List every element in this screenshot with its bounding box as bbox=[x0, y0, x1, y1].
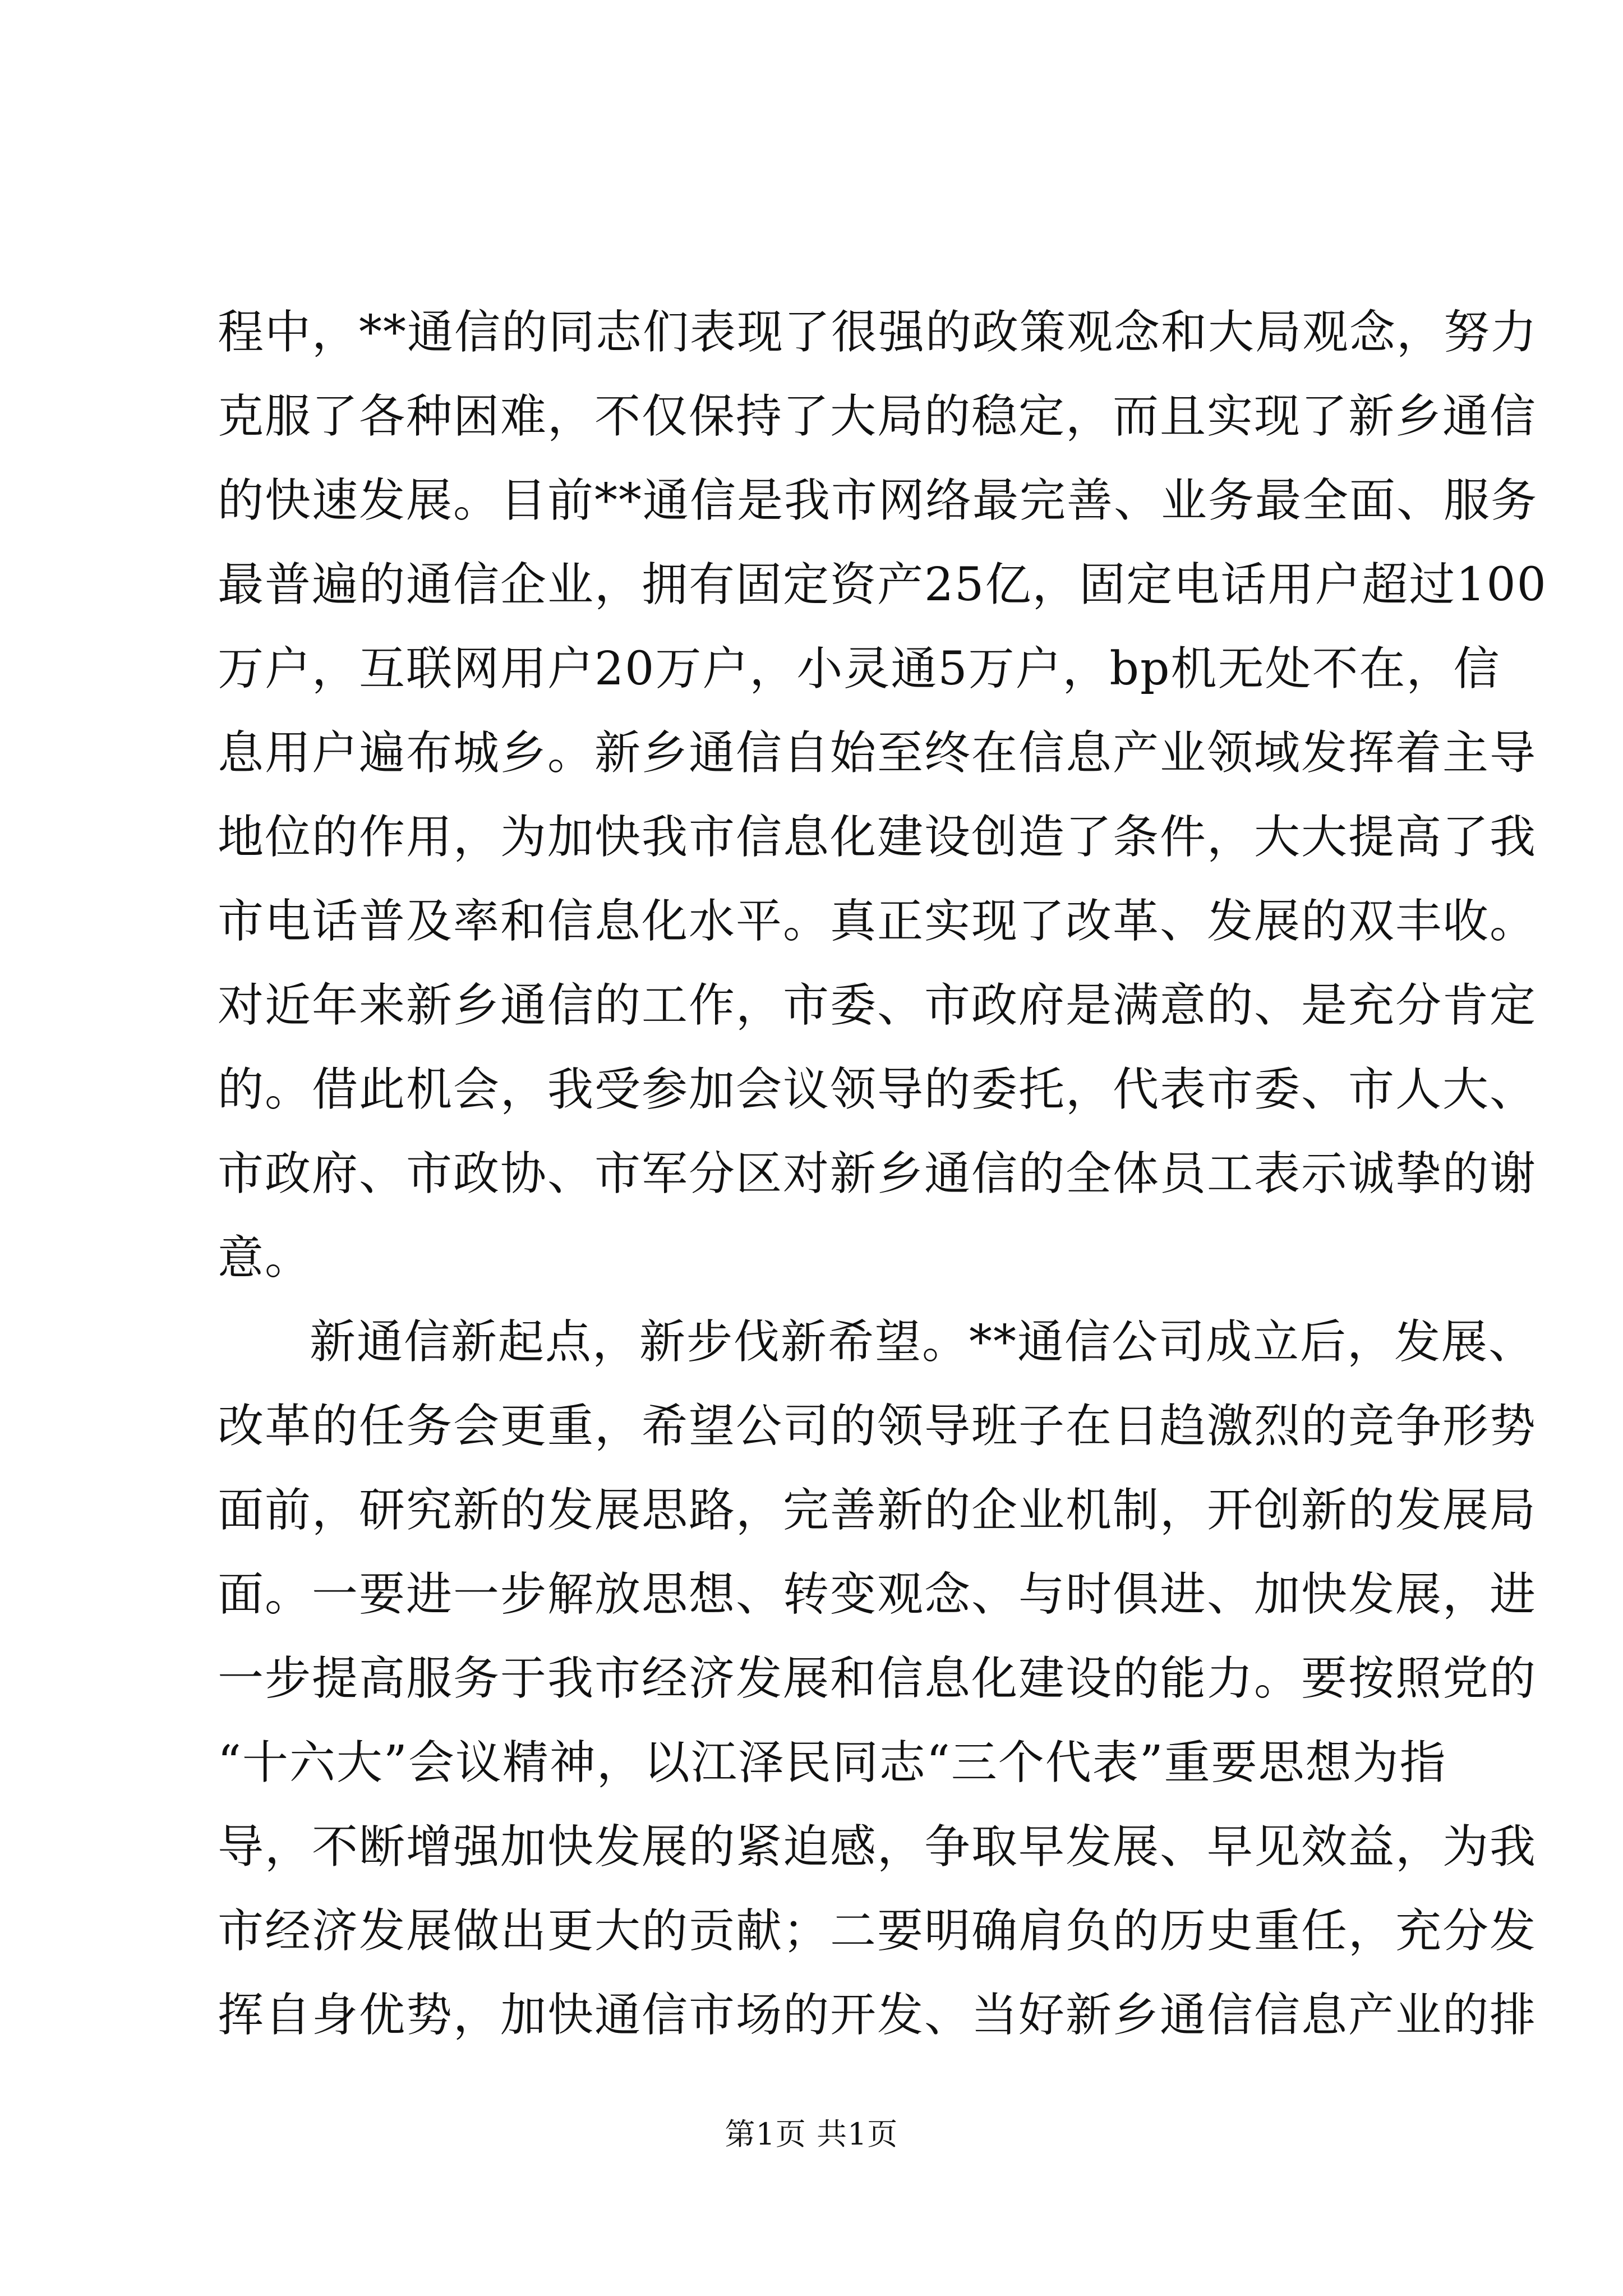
text-line: 程中，**通信的同志们表现了很强的政策观念和大局观念，努力 bbox=[218, 306, 1538, 359]
text-line: 意。 bbox=[218, 1231, 312, 1285]
text-line: 市经济发展做出更大的贡献；二要明确肩负的历史重任，充分发 bbox=[218, 1904, 1537, 1958]
text-line: 新通信新起点，新步伐新希望。**通信公司成立后，发展、 bbox=[310, 1315, 1536, 1369]
text-line: 市电话普及率和信息化水平。真正实现了改革、发展的双丰收。 bbox=[218, 895, 1537, 948]
text-line: 地位的作用，为加快我市信息化建设创造了条件，大大提高了我 bbox=[218, 811, 1537, 864]
text-line: 的。借此机会，我受参加会议领导的委托，代表市委、市人大、 bbox=[218, 1063, 1537, 1116]
text-line: 息用户遍布城乡。新乡通信自始至终在信息产业领域发挥着主导 bbox=[218, 726, 1537, 780]
text-line: 市政府、市政协、市军分区对新乡通信的全体员工表示诚挚的谢 bbox=[218, 1147, 1537, 1200]
body-text bbox=[218, 291, 1547, 2058]
page-number-footer: 第1页 共1页 bbox=[725, 2116, 898, 2152]
text-line: “十六大”会议精神，以江泽民同志“三个代表”重要思想为指 bbox=[218, 1736, 1447, 1789]
paragraph-2 bbox=[218, 1300, 1537, 2058]
text-line: 面。一要进一步解放思想、转变观念、与时俱进、加快发展，进 bbox=[218, 1568, 1537, 1621]
text-line: 克服了各种困难，不仅保持了大局的稳定，而且实现了新乡通信 bbox=[218, 390, 1537, 443]
text-line: 一步提高服务于我市经济发展和信息化建设的能力。要按照党的 bbox=[218, 1652, 1537, 1705]
text-line: 导，不断增强加快发展的紧迫感，争取早发展、早见效益，为我 bbox=[218, 1820, 1537, 1874]
text-line: 对近年来新乡通信的工作，市委、市政府是满意的、是充分肯定 bbox=[218, 979, 1537, 1032]
text-line: 万户，互联网用户20万户，小灵通5万户，bp机无处不在，信 bbox=[218, 642, 1501, 696]
paragraph-1 bbox=[218, 291, 1547, 1300]
text-line: 最普遍的通信企业，拥有固定资产25亿，固定电话用户超过100 bbox=[218, 558, 1547, 611]
text-line: 挥自身优势，加快通信市场的开发、当好新乡通信信息产业的排 bbox=[218, 1989, 1537, 2042]
text-line: 改革的任务会更重，希望公司的领导班子在日趋激烈的竞争形势 bbox=[218, 1400, 1537, 1453]
text-line: 的快速发展。目前**通信是我市网络最完善、业务最全面、服务 bbox=[218, 474, 1538, 527]
text-line: 面前，研究新的发展思路，完善新的企业机制，开创新的发展局 bbox=[218, 1484, 1537, 1537]
